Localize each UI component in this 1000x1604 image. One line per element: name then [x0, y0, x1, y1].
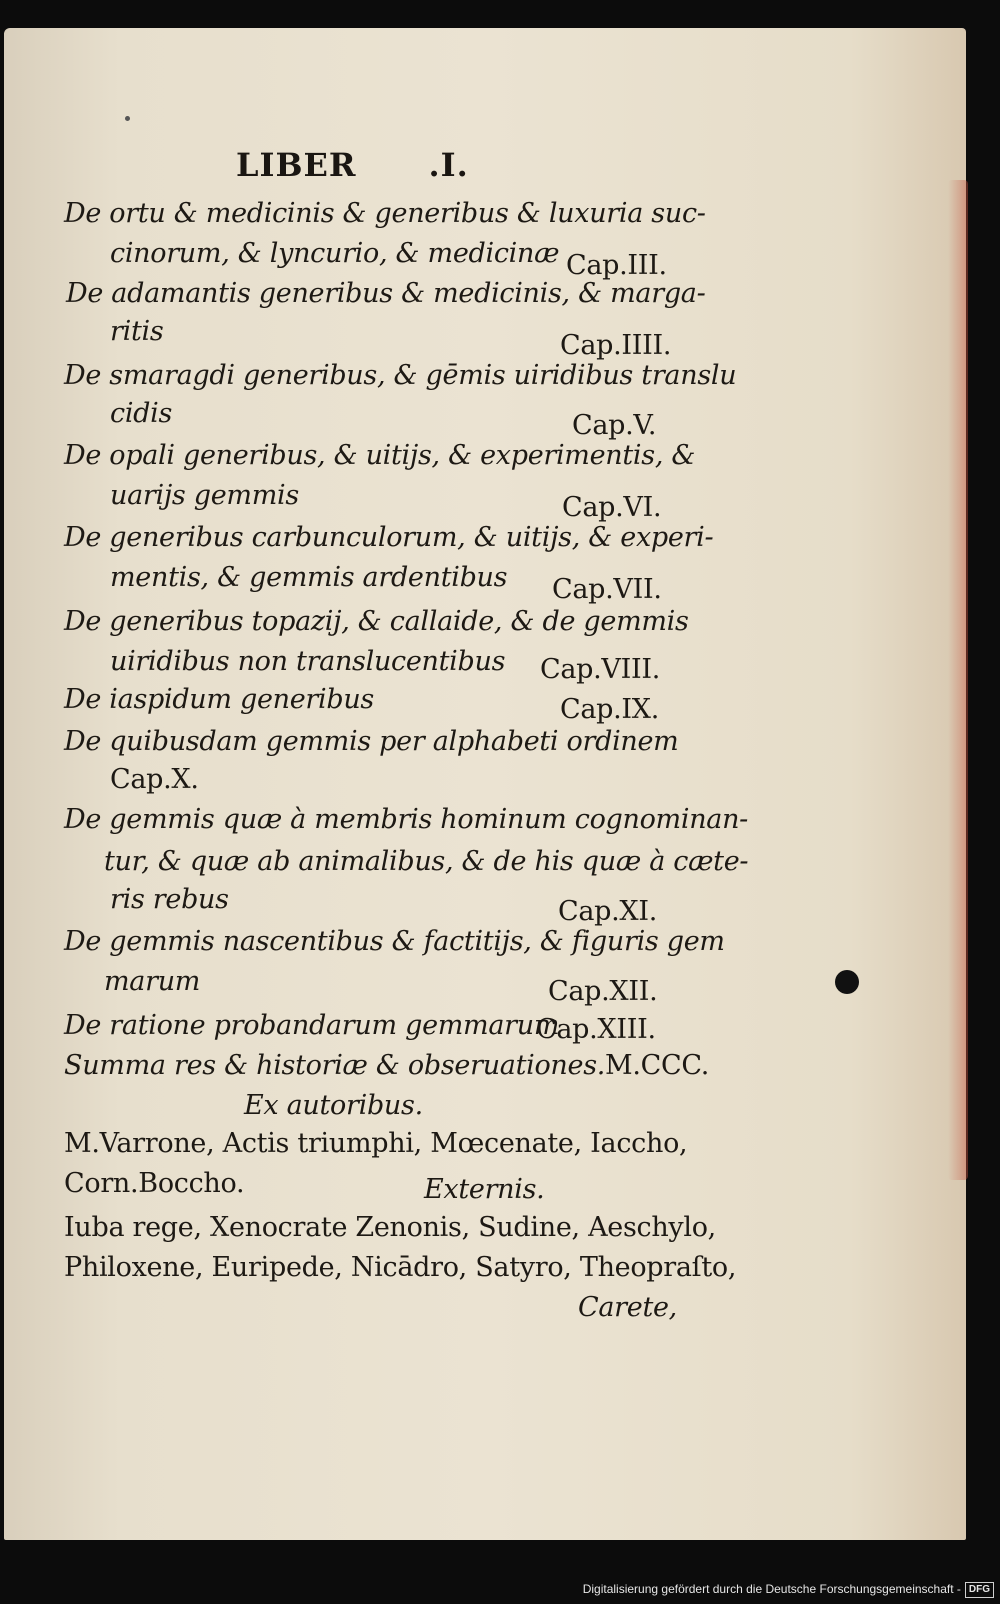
footer-text: Digitalisierung gefördert durch die Deutsche Forschungsgemeinschaft - [582, 1582, 961, 1596]
dfg-logo: DFG [965, 1582, 994, 1598]
chapter-number: Cap.IIII. [560, 330, 672, 361]
header-number: .I. [428, 146, 469, 184]
entry-line: ritis [110, 316, 164, 347]
summary-text: Summa res & historiæ & obseruationes. [64, 1050, 606, 1081]
chapter-number: Cap.III. [566, 250, 667, 281]
header-title: LIBER [236, 146, 357, 184]
entry-line: cidis [110, 398, 173, 429]
entry-line: marum [104, 966, 201, 997]
externis-label: Externis. [424, 1174, 545, 1205]
chapter-number: Cap.XIII. [536, 1014, 656, 1045]
entry-line: De smaragdi generibus, & gēmis uiridibus translu [64, 360, 737, 391]
entry-line: uiridibus non translucentibus [110, 646, 506, 677]
entry-line: ris rebus [110, 884, 229, 915]
authors-line: Corn.Boccho. [64, 1168, 245, 1199]
chapter-number: Cap.IX. [560, 694, 659, 725]
entry-line: De generibus topazij, & callaide, & de gemmis [64, 606, 689, 637]
chapter-number: Cap.VI. [562, 492, 662, 523]
entry-line: De ortu & medicinis & generibus & luxuria suc- [64, 198, 706, 229]
authors-line: Philoxene, Euripede, Nicādro, Satyro, Theopraſto, [64, 1252, 737, 1283]
entry-line: cinorum, & lyncurio, & medicinæ [110, 238, 560, 269]
authors-line: M.Varrone, Actis triumphi, Mœcenate, Iaccho, [64, 1128, 688, 1159]
entry-line: De quibusdam gemmis per alphabeti ordinem [64, 726, 679, 757]
entry-line: De opali generibus, & uitijs, & experimentis, & [64, 440, 696, 471]
authors-line: Iuba rege, Xenocrate Zenonis, Sudine, Aeschylo, [64, 1212, 716, 1243]
entry-line: De gemmis quæ à membris hominum cognominan- [64, 804, 748, 835]
entry-line: uarijs gemmis [110, 480, 299, 511]
catchword: Carete, [578, 1292, 677, 1323]
entry-line: mentis, & gemmis ardentibus [110, 562, 508, 593]
entry-line: De gemmis nascentibus & factitijs, & figuris gem [64, 926, 725, 957]
chapter-number: Cap.X. [110, 764, 199, 795]
chapter-number: Cap.V. [572, 410, 657, 441]
entry-line: De iaspidum generibus [64, 684, 374, 715]
summary-count: M.CCC. [605, 1050, 710, 1081]
ex-autoribus: Ex autoribus. [244, 1090, 423, 1121]
footer-credit [0, 1574, 994, 1604]
entry-line: De ratione probandarum gemmarum [64, 1010, 560, 1041]
chapter-number: Cap.XII. [548, 976, 658, 1007]
entry-line: De adamantis generibus & medicinis, & marga- [66, 278, 706, 309]
chapter-number: Cap.VII. [552, 574, 662, 605]
entry-line: tur, & quæ ab animalibus, & de his quæ à cæte- [104, 846, 749, 877]
chapter-number: Cap.VIII. [540, 654, 660, 685]
summary-line [64, 1050, 709, 1081]
entry-line: De generibus carbunculorum, & uitijs, & experi- [64, 522, 714, 553]
chapter-number: Cap.XI. [558, 896, 657, 927]
